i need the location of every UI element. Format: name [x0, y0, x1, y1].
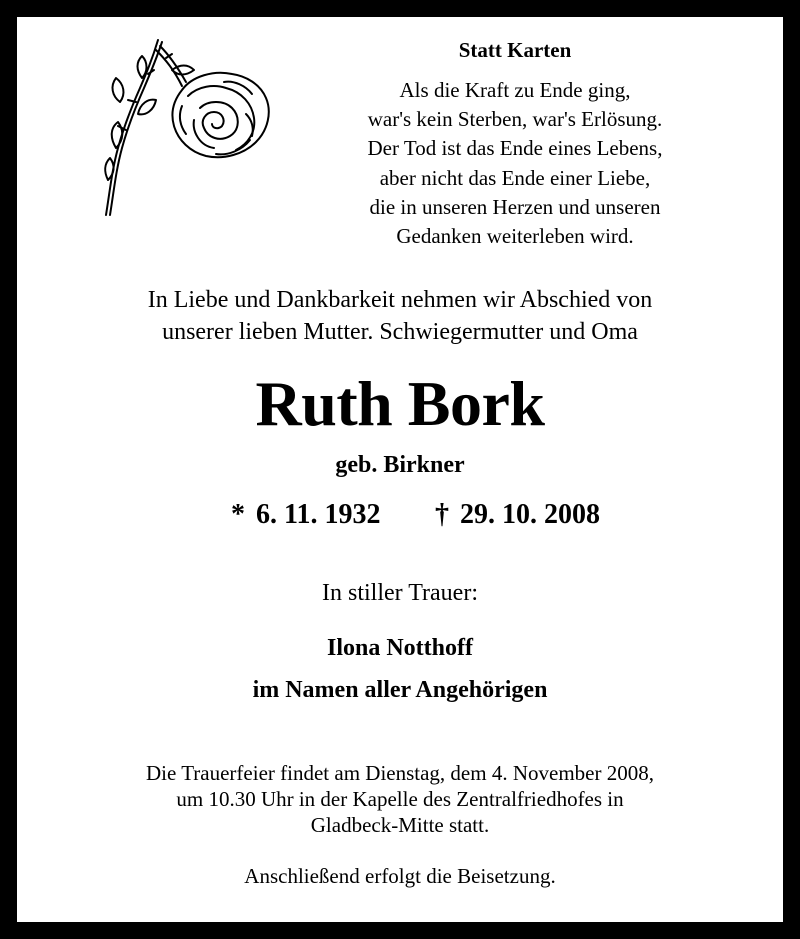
mourner-name: Ilona Notthoff — [326, 635, 473, 661]
heading-statt-karten: Statt Karten — [458, 38, 572, 62]
intro-text — [17, 284, 783, 348]
service-line: Gladbeck-Mitte statt. — [310, 813, 490, 837]
birth-date: 6. 11. 1932 — [256, 499, 381, 530]
life-dates — [17, 497, 783, 533]
birth-date-group — [231, 497, 380, 533]
verse-block — [300, 36, 730, 251]
service-line: um 10.30 Uhr in der Kapelle des Zentralfriedhofes in — [176, 787, 624, 811]
mourner-relatives: im Namen aller Angehörigen — [252, 677, 548, 703]
maiden-name: geb. Birkner — [335, 452, 465, 478]
death-date: 29. 10. 2008 — [460, 499, 600, 530]
intro-line: In Liebe und Dankbarkeit nehmen wir Abschied von — [147, 287, 653, 313]
mourning-label: In stiller Trauer: — [322, 580, 478, 606]
birth-symbol: * — [231, 499, 245, 530]
verse-line: Der Tod ist das Ende eines Lebens, — [367, 136, 663, 161]
verse-line: Gedanken weiterleben wird. — [396, 224, 634, 249]
verse-line: Als die Kraft zu Ende ging, — [399, 78, 631, 102]
deceased-name: Ruth Bork — [255, 368, 545, 439]
service-line: Die Trauerfeier findet am Dienstag, dem 4. November 2008, — [146, 761, 654, 785]
burial-info: Anschließend erfolgt die Beisetzung. — [244, 864, 556, 888]
death-date-group — [435, 497, 600, 533]
verse-line: war's kein Sterben, war's Erlösung. — [367, 107, 663, 132]
death-symbol: † — [435, 499, 449, 530]
verse-line: aber nicht das Ende einer Liebe, — [379, 165, 651, 190]
funeral-service-info — [17, 760, 783, 838]
intro-line: unserer lieben Mutter. Schwiegermutter und Oma — [162, 319, 638, 345]
rose-icon — [96, 30, 281, 220]
verse-line: die in unseren Herzen und unseren — [369, 194, 661, 219]
